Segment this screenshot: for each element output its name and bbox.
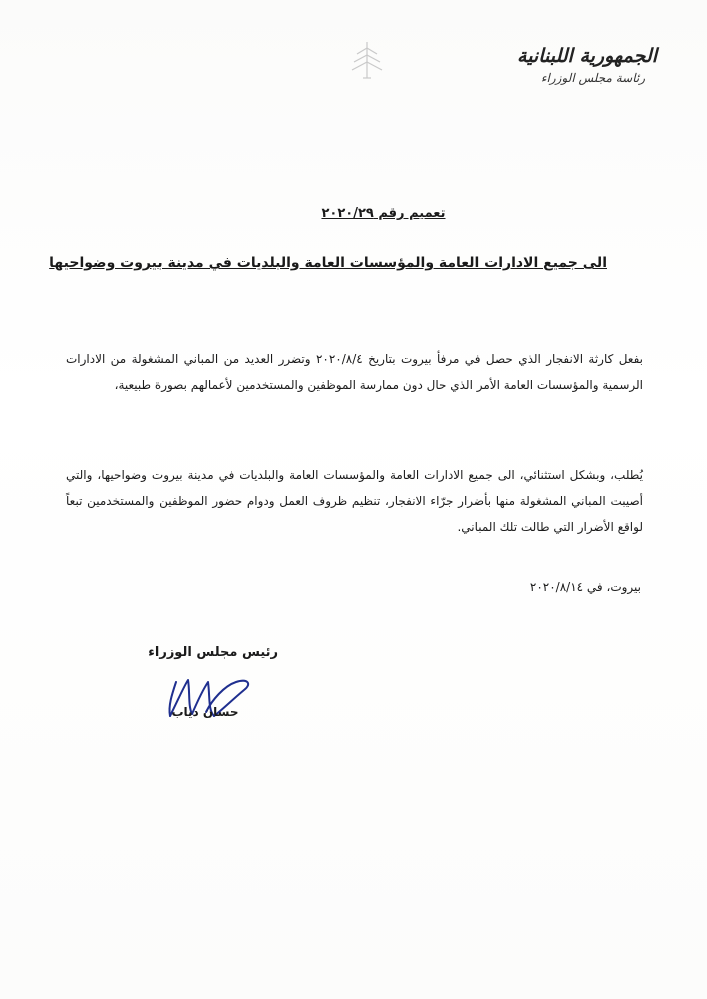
letterhead-subtitle: رئاسة مجلس الوزراء (540, 71, 645, 85)
signatory-name: حسان دياب (171, 705, 239, 719)
date-line: بيروت، في ٢٠٢٠/٨/١٤ (529, 580, 641, 594)
letterhead (517, 45, 657, 85)
addressee-heading: الى جميع الادارات العامة والمؤسسات العامة والبلديات في مدينة بيروت وضواحيها (49, 255, 607, 271)
body-paragraph-1: بفعل كارثة الانفجار الذي حصل في مرفأ بيروت بتاريخ ٢٠٢٠/٨/٤ وتضرر العديد من المباني المشغولة من الادارات الرسمية والمؤسسات العامة الأمر الذي حال دون ممارسة الموظفين والمستخدمين لأعمالهم بصورة طبيعية، (66, 352, 643, 392)
signatory-title: رئيس مجلس الوزراء (148, 645, 278, 660)
handwritten-signature (148, 660, 268, 730)
letterhead-title: الجمهورية اللبنانية (517, 45, 657, 67)
cedar-emblem-icon (345, 38, 389, 82)
circular-number: تعميم رقم ٢٠٢٠/٢٩ (321, 206, 446, 221)
body-paragraph-2: يُطلب، وبشكل استثنائي، الى جميع الادارات العامة والمؤسسات العامة والبلديات في مدينة بيروت وضواحيها، والتي أصيبت المباني المشغولة منها بأضرار جرّاء الانفجار، تنظيم ظروف العمل ودوام حضور الموظفين والمستخدمين تبعاً لواقع الأضرار التي طالت تلك المباني. (66, 468, 643, 534)
